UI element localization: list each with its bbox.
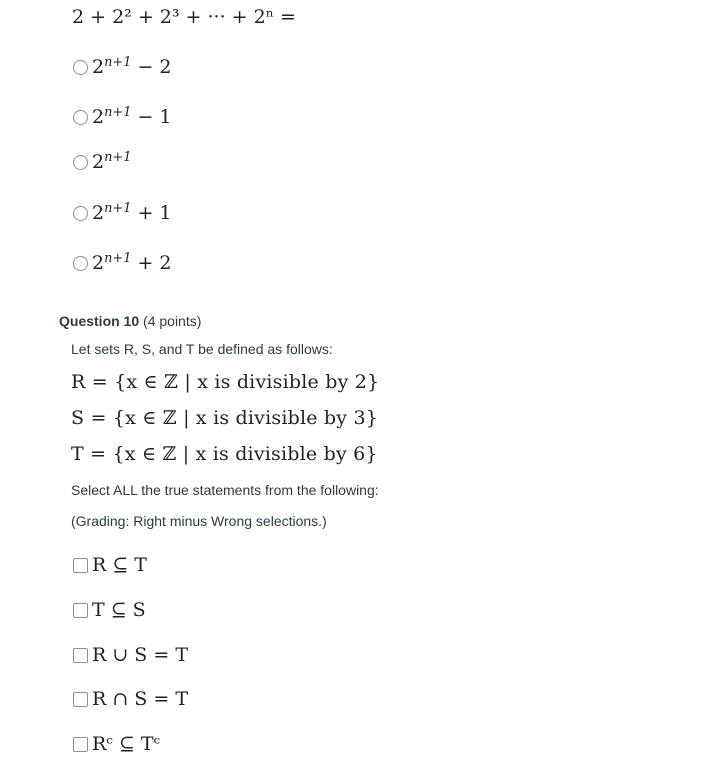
- question-points: (4 points): [143, 313, 202, 329]
- question-title: Question 10: [59, 313, 140, 329]
- q9-option-3[interactable]: $2^{n+1}$: [73, 151, 131, 173]
- instruction-text: Select ALL the true statements from the following:: [71, 482, 379, 498]
- grading-text: (Grading: Right minus Wrong selections.): [71, 513, 327, 529]
- q9-option-5[interactable]: $2^{n+1} + 2$: [73, 252, 172, 274]
- question-intro: Let sets R, S, and T be defined as follows:: [71, 341, 333, 357]
- radio-button[interactable]: [73, 60, 88, 75]
- radio-button[interactable]: [73, 155, 88, 170]
- checkbox[interactable]: [73, 737, 88, 752]
- checkbox[interactable]: [73, 603, 88, 618]
- q10-option-4[interactable]: R ∩ S = T: [73, 688, 188, 710]
- question-9-stem: [72, 6, 296, 28]
- q10-option-2[interactable]: T ⊆ S: [73, 599, 146, 621]
- q9-option-2[interactable]: $2^{n+1} - 1$: [73, 106, 172, 128]
- set-definition-s: S = {x ∈ ℤ | x is divisible by 3}: [71, 407, 379, 429]
- set-definition-t: T = {x ∈ ℤ | x is divisible by 6}: [71, 443, 378, 465]
- radio-button[interactable]: [73, 206, 88, 221]
- stem-text: 2 + 2² + 2³ + ··· + 2ⁿ =: [72, 6, 296, 28]
- question-10-header: [59, 313, 201, 329]
- checkbox[interactable]: [73, 692, 88, 707]
- q10-option-5[interactable]: Rᶜ ⊆ Tᶜ: [73, 733, 160, 755]
- checkbox[interactable]: [73, 558, 88, 573]
- set-definition-r: R = {x ∈ ℤ | x is divisible by 2}: [71, 371, 380, 393]
- q10-option-3[interactable]: R ∪ S = T: [73, 644, 188, 666]
- radio-button[interactable]: [73, 256, 88, 271]
- radio-button[interactable]: [73, 110, 88, 125]
- q9-option-1[interactable]: $2^{n+1} - 2$: [73, 56, 172, 78]
- q10-option-1[interactable]: R ⊆ T: [73, 554, 147, 576]
- q9-option-4[interactable]: $2^{n+1} + 1$: [73, 202, 172, 224]
- checkbox[interactable]: [73, 648, 88, 663]
